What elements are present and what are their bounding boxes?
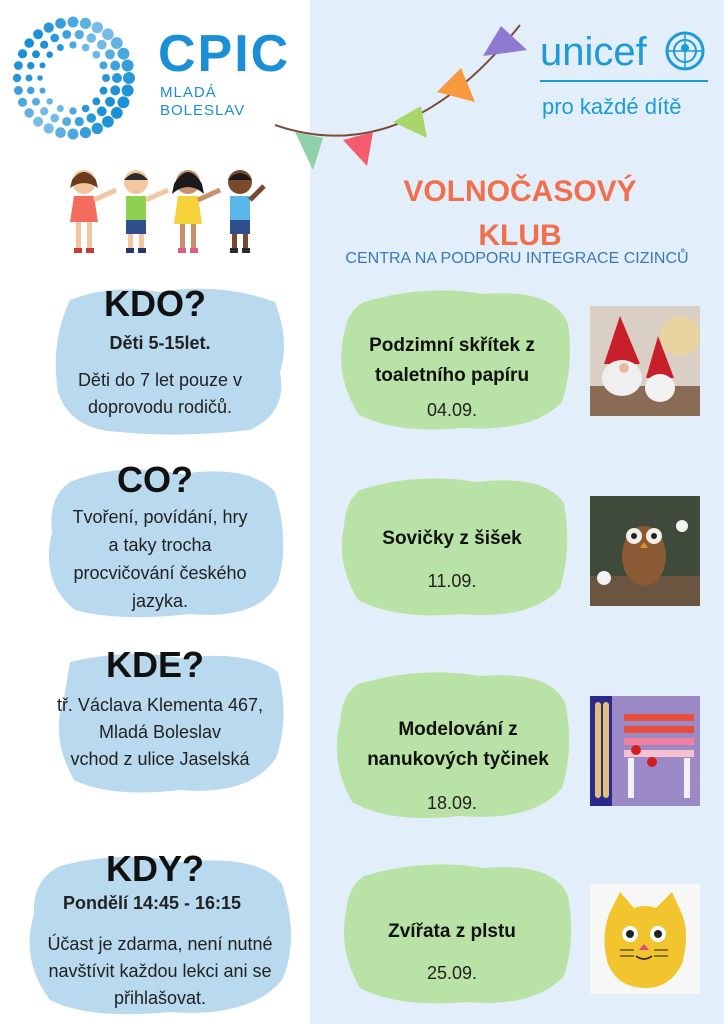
activity-3-title bbox=[338, 715, 578, 775]
unicef-subtitle: pro každé dítě bbox=[542, 94, 682, 119]
who-line-2: Děti do 7 let pouze v bbox=[77, 370, 243, 390]
what-line-1: Tvoření, povídání, hry bbox=[72, 507, 248, 527]
unicef-emblem-icon bbox=[664, 30, 706, 72]
activity-2-title bbox=[332, 524, 572, 554]
cpic-subtitle-line1: MLADÁ bbox=[160, 84, 217, 101]
activity-1-title bbox=[332, 331, 572, 391]
what-line-2: a taky trocha bbox=[108, 535, 212, 555]
where-line-1: tř. Václava Klementa 467, bbox=[56, 695, 264, 715]
children-illustration bbox=[58, 160, 268, 260]
who-heading: KDO? bbox=[104, 283, 206, 324]
activity-4-title bbox=[332, 917, 572, 947]
activity-2-date: 11.09. bbox=[427, 571, 477, 591]
bunting-decoration bbox=[275, 10, 535, 190]
unicef-divider bbox=[540, 80, 708, 82]
where-line-3: vchod z ulice Jaselská bbox=[70, 749, 250, 769]
pinecone-owl-photo bbox=[590, 496, 700, 606]
activity-4-title-line1: Zvířata z plstu bbox=[388, 921, 516, 942]
cpic-title: CPIC bbox=[158, 25, 291, 83]
what-line-4: jazyka. bbox=[131, 591, 189, 611]
who-line-3: doprovodu rodičů. bbox=[87, 397, 233, 417]
what-line-3: procvičování českého bbox=[73, 563, 247, 583]
what-heading: CO? bbox=[117, 459, 193, 500]
when-line-4: přihlašovat. bbox=[113, 988, 207, 1008]
activity-1-title-line1: Podzimní skřítek z bbox=[369, 335, 535, 356]
where-line-2: Mladá Boleslav bbox=[98, 722, 222, 742]
cpic-logo-icon bbox=[8, 14, 138, 142]
when-heading: KDY? bbox=[106, 848, 204, 889]
cpic-subtitle-line2: BOLESLAV bbox=[160, 102, 246, 119]
where-heading: KDE? bbox=[106, 644, 204, 685]
who-line-1: Děti 5-15let. bbox=[109, 333, 211, 353]
when-line-3: navštívit každou lekci ani se bbox=[48, 961, 272, 981]
popsicle-bench-photo bbox=[590, 696, 700, 806]
activity-3-title-line2: nanukových tyčinek bbox=[367, 749, 549, 770]
club-title-line2: KLUB bbox=[478, 219, 562, 252]
activity-1-title-line2: toaletního papíru bbox=[374, 365, 530, 386]
when-line-2: Účast je zdarma, není nutné bbox=[47, 934, 273, 954]
club-title-line1: VOLNOČASOVÝ bbox=[403, 175, 637, 208]
when-line-1: Pondělí 14:45 - 16:15 bbox=[62, 893, 242, 913]
unicef-title: unicef bbox=[540, 30, 647, 74]
activity-2-title-line1: Sovičky z šišek bbox=[382, 528, 522, 549]
club-subtitle: CENTRA NA PODPORU INTEGRACE CIZINCŮ bbox=[345, 250, 689, 267]
activity-3-title-line1: Modelování z bbox=[398, 719, 518, 740]
cpic-subtitle bbox=[160, 84, 245, 120]
activity-1-date: 04.09. bbox=[426, 400, 478, 420]
activity-3-date: 18.09. bbox=[426, 793, 478, 813]
activity-4-date: 25.09. bbox=[426, 963, 478, 983]
club-title bbox=[330, 170, 710, 258]
gnomes-photo bbox=[590, 306, 700, 416]
felt-cat-photo bbox=[590, 884, 700, 994]
